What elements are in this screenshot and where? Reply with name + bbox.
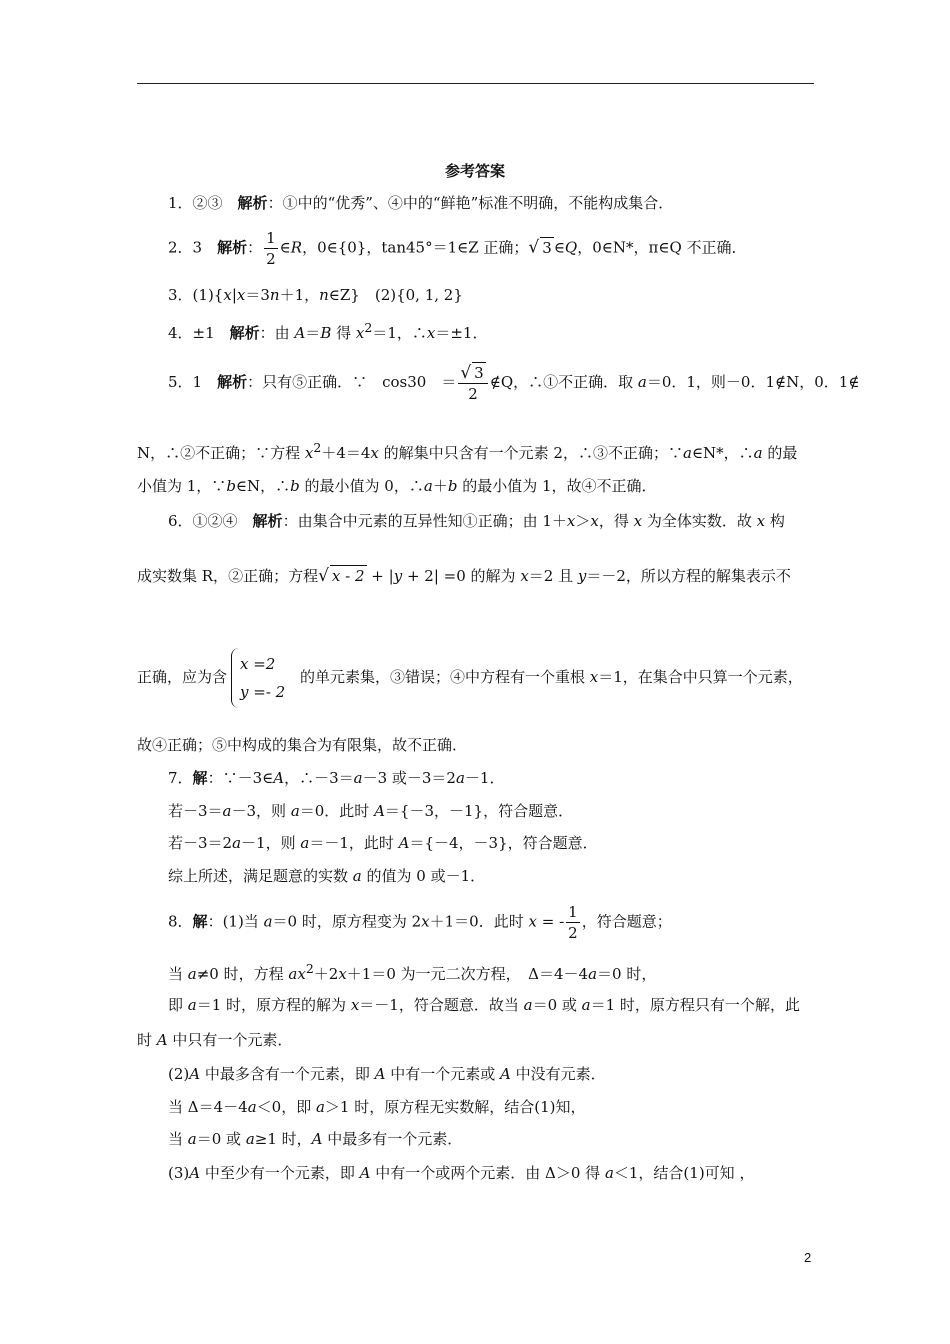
page-number: 2 [804, 1250, 812, 1265]
answer-5-cont-2: 小值为 1，∵b∈N，∴b 的最小值为 0，∴a＋b 的最小值为 1，故④不正确． [137, 477, 657, 495]
answer-7-case-1: 若－3＝a－3，则 a＝0．此时 A＝{－3，－1}，符合题意． [168, 802, 574, 820]
answer-8-part-2: (2)A 中最多含有一个元素，即 A 中有一个元素或 A 中没有元素． [168, 1065, 606, 1083]
answer-4: 4．±1 解析：由 A＝B 得 $x^2=1$，∴x＝±1． [168, 320, 488, 342]
answer-8-line-4: 时 A 中只有一个元素． [137, 1031, 293, 1049]
answer-6-cont-2: 正确，应为含 x =2 y =- 2 的单元素集，③错误；④中方程有一个重根 x＝1，在集合中只算一个元素， [137, 648, 803, 708]
answer-7: 7．解：∵－3∈A，∴－3＝a－3 或－3＝2a－1． [168, 769, 505, 787]
answer-8-part-2-line-2: 当 Δ＝4－4a＜0，即 a＞1 时，原方程无实数解，结合(1)知， [168, 1098, 586, 1116]
answer-6: 6．①②④ 解析：由集合中元素的互异性知①正确；由 1＋x＞x，得 x 为全体实数．故 x 构 [168, 512, 785, 530]
answer-7-case-2: 若－3＝2a－1，则 a＝－1，此时 A＝{－4，－3}，符合题意． [168, 834, 598, 852]
answer-6-cont-3: 故④正确；⑤中构成的集合为有限集，故不正确． [137, 736, 468, 754]
equation-system: x =2 y =- 2 [231, 648, 289, 708]
answer-8-part-3: (3)A 中至少有一个元素，即 A 中有一个或两个元素．由 Δ＞0 得 a＜1，结合(1)可知 ， [168, 1164, 755, 1182]
page-title: 参考答案 [444, 162, 505, 180]
answer-1: 1．②③ 解析：①中的“优秀”、④中的“鲜艳”标准不明确，不能构成集合． [168, 194, 674, 212]
fraction: $\frac{1}{2}$ [266, 229, 276, 268]
answer-7-conclusion: 综上所述，满足题意的实数 a 的值为 0 或－1． [168, 867, 486, 885]
answer-6-cont-1: 成实数集 R，②正确；方程√ x - 2 + |y + 2| =0 的解为 x＝2 且 y＝－2，所以方程的解集表示不 [137, 566, 791, 586]
answer-8-line-3: 即 a＝1 时，原方程的解为 x＝－1，符合题意．故当 a＝0 或 a＝1 时，原方程只有一个解，此 [168, 996, 800, 1014]
answer-8-part-2-line-3: 当 a＝0 或 a≥1 时，A 中最多有一个元素． [168, 1130, 463, 1148]
answer-5: 5．1 解析：只有⑤正确．∵ cos30 ＝ $\frac{√ 3}{2}$ ∉Q，∴①不正确．取 a＝0．1，则－0．1∉N，0．1∉ [168, 363, 860, 403]
fraction: $\frac{1}{2}$ [568, 903, 578, 942]
fraction: $\frac{√ 3}{2}$ [458, 362, 487, 404]
answer-8-line-2: 当 a≠0 时，方程 $ax^2+2x+1=0$ 为一元二次方程， Δ＝4－4a＝0 时， [168, 961, 657, 983]
answer-2: 2．3 解析： $\frac{1}{2}$ ∈R，0∈{0}，tan45°＝1∈Z 正确；√ 3 ∈Q，0∈N*，π∈Q 不正确． [168, 229, 747, 268]
answer-8: 8．解：(1)当 a＝0 时，原方程变为 2x＋1＝0．此时 x = - $\frac{1}{2}$ ，符合题意； [168, 903, 672, 942]
header-rule [137, 83, 814, 84]
answer-5-cont-1: N，∴②不正确；∵方程 $x^2+4=4x$ 的解集中只含有一个元素 2，∴③不正确；∵a∈N*，∴a 的最 [137, 440, 798, 462]
answer-3: 3．(1){x|x＝3n＋1，n∈Z} (2){0, 1, 2} [168, 286, 463, 304]
